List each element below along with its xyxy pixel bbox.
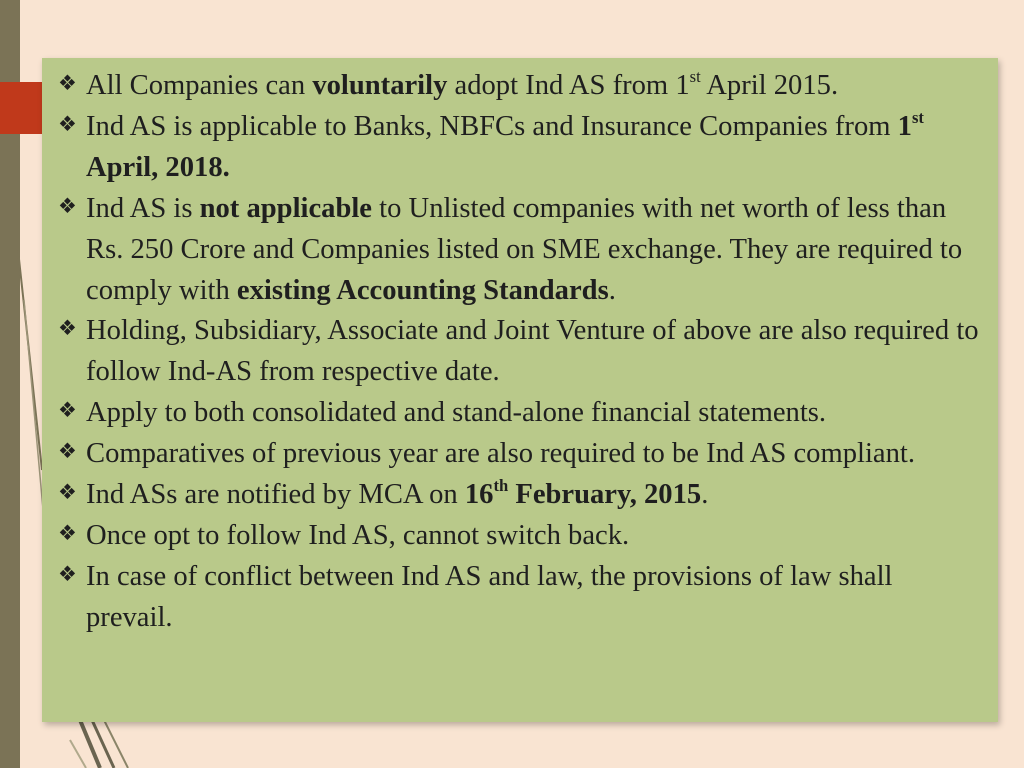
diamond-bullet-icon: ❖ (58, 439, 77, 464)
bullet-bold-text: February, 2015 (508, 479, 702, 511)
diamond-bullet-icon: ❖ (58, 111, 77, 136)
bullet-text: Ind AS is (86, 192, 200, 224)
bullet-item (54, 393, 984, 434)
bullet-text: to Unlisted companies with net worth of less than Rs. 250 Crore and Companies listed on SME exchange. They are required to comply with (86, 192, 963, 306)
bullet-item (54, 189, 984, 312)
bullet-item (54, 66, 984, 107)
diamond-bullet-icon: ❖ (58, 520, 77, 545)
bullet-text: Comparatives of previous year are also required to be Ind AS compliant. (86, 438, 915, 470)
bullet-text: Ind AS is applicable to Banks, NBFCs and Insurance Companies from (86, 110, 898, 142)
superscript: st (911, 108, 924, 128)
bullet-list (42, 58, 998, 639)
bullet-bold-text: not applicable (199, 192, 372, 224)
bullet-item (54, 311, 984, 393)
bullet-item (54, 516, 984, 557)
bullet-item (54, 107, 984, 189)
bullet-text: In case of conflict between Ind AS and law, the provisions of law shall prevail. (86, 560, 893, 633)
diamond-bullet-icon: ❖ (58, 193, 77, 218)
superscript: st (689, 67, 701, 87)
bullet-bold-text: voluntarily (312, 70, 448, 101)
diamond-bullet-icon: ❖ (58, 398, 77, 423)
bullet-item (54, 475, 984, 516)
superscript: th (493, 476, 509, 496)
content-box (42, 58, 998, 722)
diamond-bullet-icon: ❖ (58, 480, 77, 505)
bullet-text: Holding, Subsidiary, Associate and Joint Venture of above are also required to follow Ind-AS from respective date. (86, 315, 979, 388)
accent-block (0, 82, 44, 134)
bullet-text: . (608, 274, 616, 306)
bullet-bold-text: existing Accounting Standards (236, 274, 609, 306)
bullet-text: adopt Ind AS from 1 (447, 70, 690, 101)
diamond-bullet-icon: ❖ (58, 71, 77, 95)
bullet-text: Apply to both consolidated and stand-alone financial statements. (86, 397, 827, 429)
bullet-bold-text: 16 (464, 479, 494, 511)
bullet-text: April 2015. (700, 70, 839, 101)
bullet-text: Once opt to follow Ind AS, cannot switch back. (86, 519, 630, 551)
bullet-item (54, 434, 984, 475)
diamond-bullet-icon: ❖ (58, 316, 77, 341)
diamond-bullet-icon: ❖ (58, 561, 77, 586)
bullet-bold-text: April, 2018. (86, 151, 230, 183)
bullet-text: Ind ASs are notified by MCA on (86, 479, 465, 511)
bullet-bold-text: 1 (897, 110, 912, 142)
bullet-text: . (701, 479, 709, 511)
bullet-text: All Companies can (86, 70, 313, 101)
bullet-item (54, 557, 984, 639)
